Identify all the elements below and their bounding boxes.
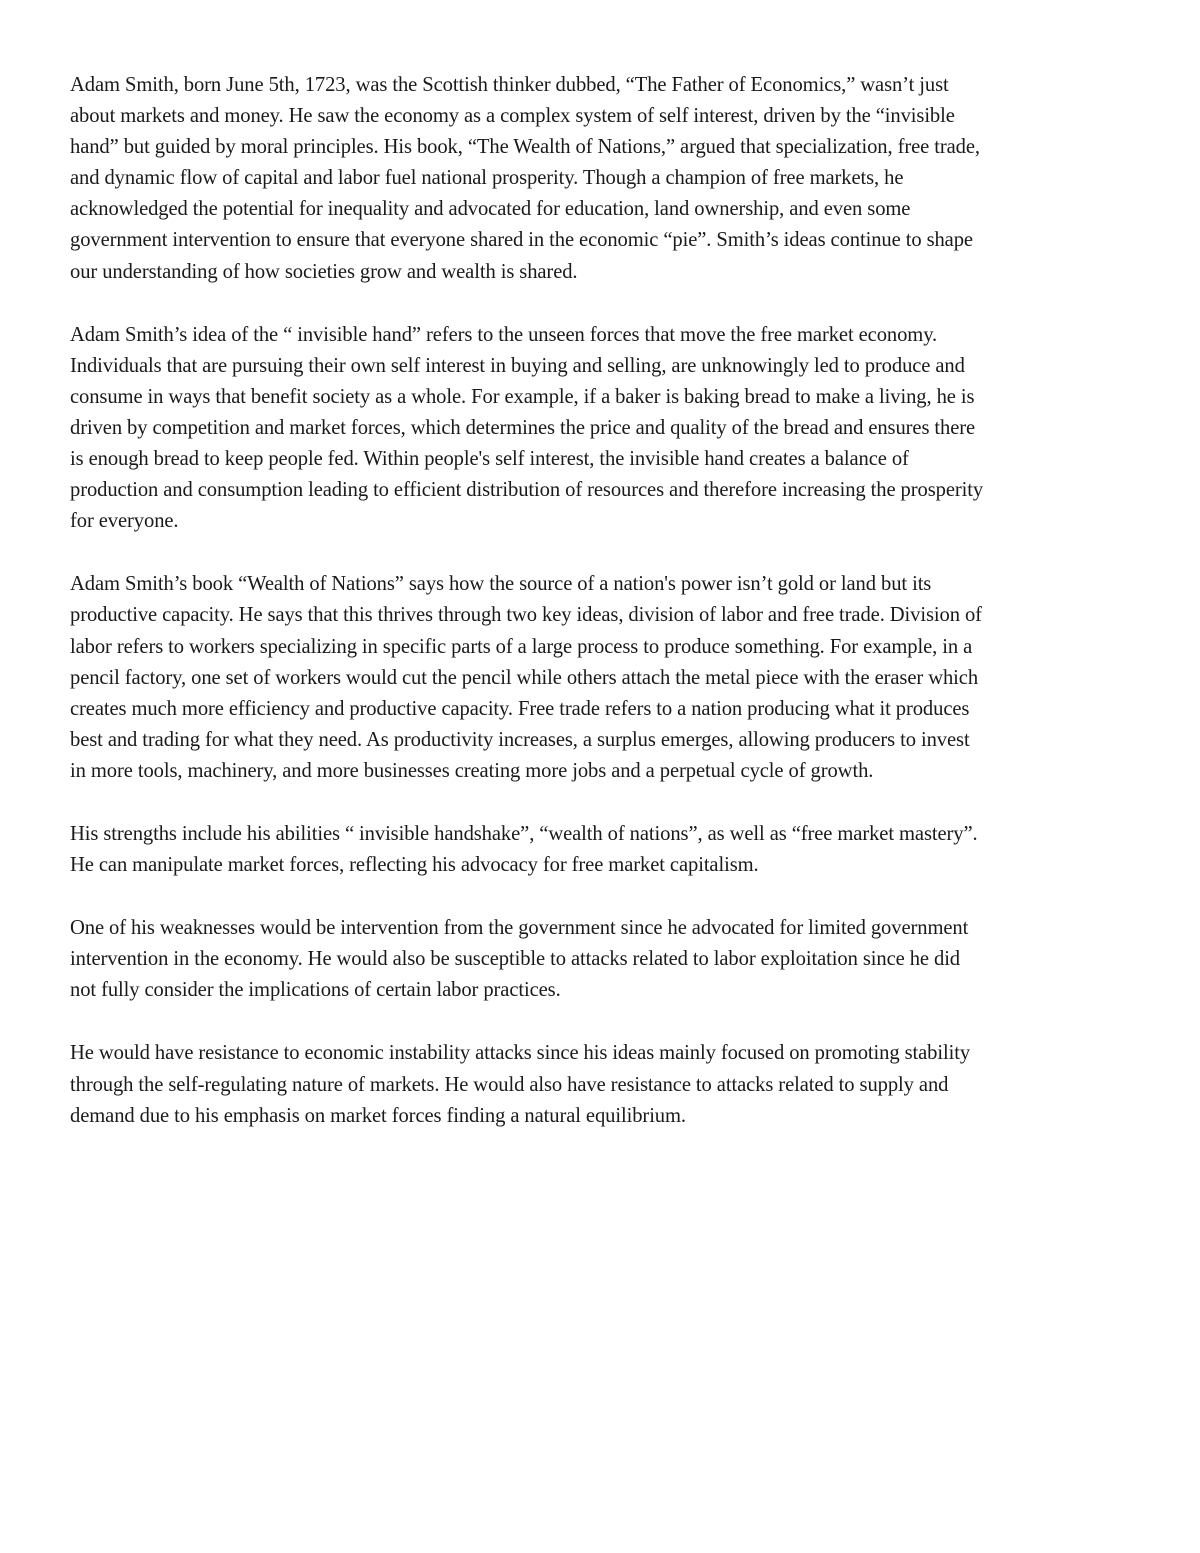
paragraph-resistances: He would have resistance to economic instability attacks since his ideas mainly focused on promoting stability through the self-regulating nature of markets. He would also have resistance to attacks related to supply and demand due to his emphasis on market forces finding a natural equilibrium. (70, 1042, 971, 1127)
document-page (70, 70, 1134, 1164)
paragraph-strengths: His strengths include his abilities “ invisible handshake”, “wealth of nations”, as well as “free market mastery”. He can manipulate market forces, reflecting his advocacy for free market capitalism. (70, 822, 978, 877)
paragraph-intro: Adam Smith, born June 5th, 1723, was the Scottish thinker dubbed, “The Father of Economics,” wasn’t just about markets and money. He saw the economy as a complex system of self interest, driven by the “invisible hand” but guided by moral principles. His book, “The Wealth of Nations,” argued that specialization, free trade, and dynamic flow of capital and labor fuel national prosperity. Though a champion of free markets, he acknowledged the potential for inequality and advocated for education, land ownership, and even some government intervention to ensure that everyone shared in the economic “pie”. Smith’s ideas continue to shape our understanding of how societies grow and wealth is shared. (70, 74, 980, 283)
paragraph-weaknesses: One of his weaknesses would be intervention from the government since he advocated for limited government intervention in the economy. He would also be susceptible to attacks related to labor exploitation since he did not fully consider the implications of certain labor practices. (70, 917, 969, 1002)
paragraph-invisible-hand: Adam Smith’s idea of the “ invisible hand” refers to the unseen forces that move the free market economy. Individuals that are pursuing their own self interest in buying and selling, are unknowingly led to produce and consume in ways that benefit society as a whole. For example, if a baker is baking bread to make a living, he is driven by competition and market forces, which determines the price and quality of the bread and ensures there is enough bread to keep people fed. Within people's self interest, the invisible hand creates a balance of production and consumption leading to efficient distribution of resources and therefore increasing the prosperity for everyone. (70, 323, 984, 533)
paragraph-wealth-of-nations: Adam Smith’s book “Wealth of Nations” says how the source of a nation's power isn’t gold or land but its productive capacity. He says that this thrives through two key ideas, division of labor and free trade. Division of labor refers to workers specializing in specific parts of a large process to produce something. For example, in a pencil factory, one set of workers would cut the pencil while others attach the metal piece with the eraser which creates much more efficiency and productive capacity. Free trade refers to a nation producing what it produces best and trading for what they need. As productivity increases, a surplus emerges, allowing producers to invest in more tools, machinery, and more businesses creating more jobs and a perpetual cycle of growth. (70, 573, 982, 782)
